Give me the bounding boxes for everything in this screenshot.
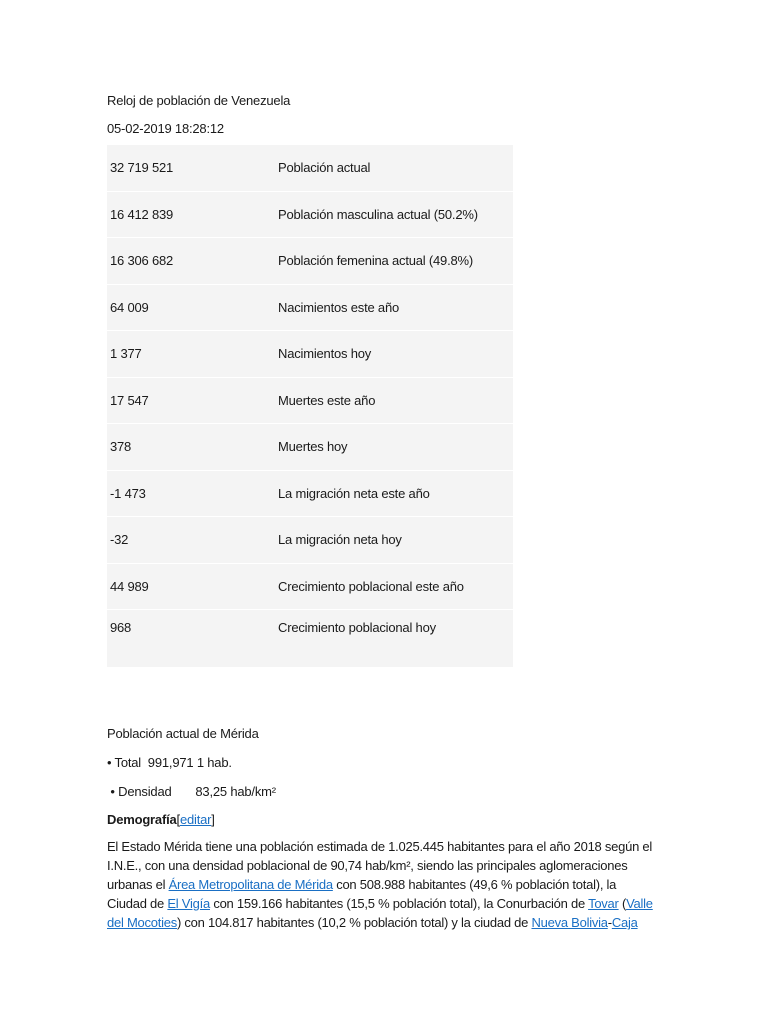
clock-row-value: 1 377 xyxy=(107,331,278,378)
link-tovar[interactable]: Tovar xyxy=(588,896,619,911)
merida-population-title: Población actual de Mérida xyxy=(107,726,259,741)
clock-row-label: La migración neta hoy xyxy=(278,517,513,564)
clock-row-value: 32 719 521 xyxy=(107,145,278,191)
clock-row xyxy=(107,610,513,668)
clock-row xyxy=(107,517,513,564)
merida-total: • Total 991,971 1 hab. xyxy=(107,755,232,770)
para-text-5: ) con 104.817 habitantes (10,2 % población total) y la ciudad de xyxy=(176,915,532,930)
clock-timestamp: 05-02-2019 18:28:12 xyxy=(107,121,224,136)
clock-row-value: 16 306 682 xyxy=(107,238,278,285)
edit-link[interactable]: editar xyxy=(179,812,212,827)
document-body xyxy=(107,90,667,932)
clock-row xyxy=(107,470,513,517)
clock-row xyxy=(107,377,513,424)
link-caja[interactable]: Caja xyxy=(611,915,638,930)
demography-heading xyxy=(107,809,667,831)
para-text-3: con 159.166 habitantes (15,5 % población total), la Conurbación de xyxy=(209,896,589,911)
para-text-1: El Estado Mérida tiene una población estimada de 1.025.445 habitantes para el año 2018 según el I.N.E., con una densidad poblacional de 90,74 hab/km², siendo las principales aglomeraciones urbanas el xyxy=(107,839,653,892)
clock-row-value: 16 412 839 xyxy=(107,191,278,238)
clock-row xyxy=(107,331,513,378)
population-clock-title: Reloj de población de Venezuela xyxy=(107,93,291,108)
demography-paragraph xyxy=(107,837,659,932)
link-valle-del-mocoties[interactable]: Valle del Mocoties xyxy=(107,896,653,930)
clock-row-value: -32 xyxy=(107,517,278,564)
demography-heading-text: Demografía xyxy=(107,812,177,827)
clock-row-label: Nacimientos este año xyxy=(278,284,513,331)
clock-row-label: Población masculina actual (50.2%) xyxy=(278,191,513,238)
clock-row-value: -1 473 xyxy=(107,470,278,517)
edit-bracket-close: ] xyxy=(211,812,215,827)
clock-row xyxy=(107,424,513,471)
clock-row-label: Muertes este año xyxy=(278,377,513,424)
clock-row xyxy=(107,563,513,610)
link-area-metropolitana-merida[interactable]: Área Metropolitana de Mérida xyxy=(168,877,333,892)
clock-row-value: 968 xyxy=(110,620,132,635)
para-text-4: ( xyxy=(618,896,627,911)
clock-row xyxy=(107,284,513,331)
clock-row-label: Nacimientos hoy xyxy=(278,331,513,378)
clock-row-label: Crecimiento poblacional este año xyxy=(278,563,513,610)
clock-row-label: Población actual xyxy=(278,145,513,191)
link-nueva-bolivia[interactable]: Nueva Bolivia xyxy=(531,915,608,930)
clock-row-value: 64 009 xyxy=(107,284,278,331)
population-clock-table xyxy=(107,145,513,667)
merida-density: • Densidad 83,25 hab/km² xyxy=(107,784,276,799)
para-text-2: con 508.988 habitantes (49,6 % población total), la Ciudad de xyxy=(107,877,617,911)
clock-row-value: 17 547 xyxy=(107,377,278,424)
clock-row-label: Muertes hoy xyxy=(278,424,513,471)
clock-row xyxy=(107,191,513,238)
clock-row-value: 378 xyxy=(107,424,278,471)
clock-row-label: Población femenina actual (49.8%) xyxy=(278,238,513,285)
clock-row xyxy=(107,145,513,191)
para-text-6: - xyxy=(607,915,612,930)
clock-row-value: 44 989 xyxy=(107,563,278,610)
edit-bracket-open: [ xyxy=(176,812,180,827)
link-el-vigia[interactable]: El Vigía xyxy=(167,896,210,911)
clock-row-label: La migración neta este año xyxy=(278,470,513,517)
clock-row xyxy=(107,238,513,285)
clock-row-label: Crecimiento poblacional hoy xyxy=(278,620,436,635)
